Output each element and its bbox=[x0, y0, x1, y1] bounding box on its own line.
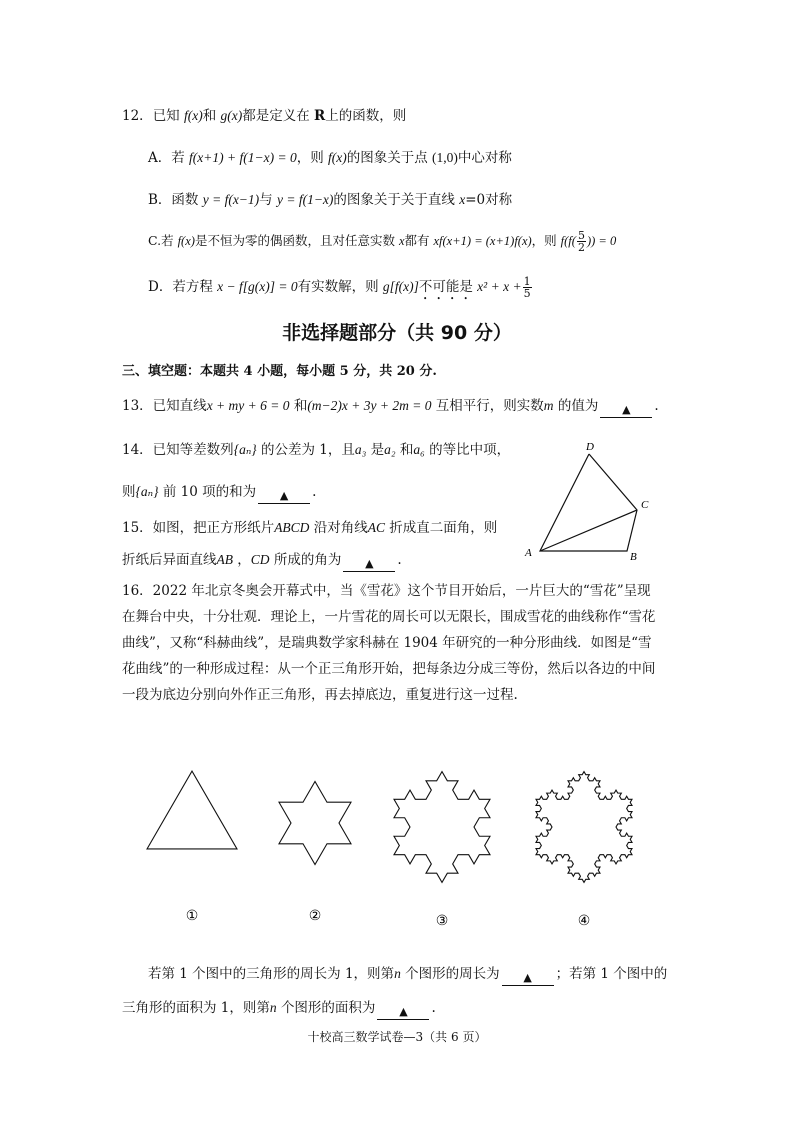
figure-label-4: ④ bbox=[577, 914, 591, 929]
figure-label-1: ① bbox=[185, 909, 199, 924]
label-a: A bbox=[525, 547, 532, 559]
fig-edges bbox=[540, 454, 637, 551]
page-footer: 十校高三数学试卷—3（共 6 页） bbox=[307, 1030, 487, 1044]
answer-blank[interactable]: ▲ bbox=[258, 487, 310, 504]
q16-line5: 一段为底边分别向外作正三角形，再去掉底边，重复进行这一过程. bbox=[122, 687, 518, 703]
q16-line4: 花曲线”的一种形成过程：从一个正三角形开始，把每条边分成三等份，然后以各边的中间 bbox=[122, 661, 656, 677]
answer-blank[interactable]: ▲ bbox=[343, 555, 395, 572]
label-c: C bbox=[641, 499, 649, 511]
q16-line2: 在舞台中央，十分壮观．理论上，一片雪花的周长可以无限长，围成雪花的曲线称作“雪花 bbox=[122, 609, 656, 625]
q12-stem: 12．已知 f(x)和 g(x)都是定义在 R上的函数，则 bbox=[122, 108, 407, 124]
q13: 13．已知直线x + my + 6 = 0 和(m−2)x + 3y + 2m = 0 互相平行，则实数m 的值为 ▲ . bbox=[122, 398, 659, 416]
q16-text bbox=[122, 578, 682, 708]
figure-label-2: ② bbox=[308, 909, 322, 924]
q15-line1: 15．如图，把正方形纸片ABCD 沿对角线AC 折成直二面角，则 bbox=[122, 520, 498, 536]
q14-line1: 14．已知等差数列{aₙ} 的公差为 1，且a₃ 是a₂ 和a₆ 的等比中项， bbox=[122, 442, 511, 458]
koch-figure-4 bbox=[536, 772, 632, 883]
section-title: 非选择题部分（共 90 分） bbox=[282, 322, 512, 344]
frac-one-fifth: $\frac{1}{5}$ bbox=[523, 275, 531, 300]
koch-figure-2 bbox=[279, 781, 351, 864]
q14-line2: 则{aₙ} 前 10 项的和为 ▲ . bbox=[122, 484, 317, 502]
answer-blank[interactable]: ▲ bbox=[377, 1003, 429, 1020]
q16-question-line1: 若第 1 个图中的三角形的周长为 1，则第n 个图形的周长为 ▲ ；若第 1 个图中的 bbox=[148, 966, 668, 984]
q12-option-c: C.若 f(x)是不恒为零的偶函数，且对任意实数 x都有 xf(x+1) = (x+1)f(x)，则 f(f( $\frac{5}{2}$ )) = 0 bbox=[148, 229, 617, 254]
koch-figure-3 bbox=[394, 772, 490, 883]
figure-label-3: ③ bbox=[435, 914, 449, 929]
q12-option-b: B．函数 y = f(x−1)与 y = f(1−x)的图象关于关于直线 x=0对称 bbox=[148, 192, 513, 208]
koch-figure-1 bbox=[147, 771, 237, 849]
q16-line3: 曲线”，又称“科赫曲线”，是瑞典数学家科赫在 1904 年研究的一种分形曲线．如图是“雪 bbox=[122, 635, 652, 651]
answer-blank[interactable]: ▲ bbox=[502, 969, 554, 986]
fig-diagonal-ac bbox=[540, 510, 637, 551]
q16-question-line2: 三角形的面积为 1，则第n 个图形的面积为 ▲ . bbox=[122, 1000, 436, 1018]
q15-line2: 折纸后异面直线AB ，CD 所成的角为 ▲ . bbox=[122, 552, 402, 570]
q12-option-a: A．若 f(x+1) + f(1−x) = 0，则 f(x)的图象关于点 (1,0)中心对称 bbox=[148, 150, 512, 166]
folded-square-figure bbox=[515, 438, 665, 568]
label-b: B bbox=[630, 551, 637, 563]
label-d: D bbox=[586, 441, 594, 453]
koch-figures bbox=[140, 765, 680, 940]
q16-line1: 16．2022 年北京冬奥会开幕式中，当《雪花》这个节目开始后，一片巨大的“雪花”呈现 bbox=[122, 583, 651, 599]
q12-option-d: D．若方程 x − f[g(x)] = 0有实数解，则 g[f(x)]不可能是 x² + x + $\frac{1}{5}$ bbox=[148, 275, 531, 300]
part-three-instructions: 三、填空题：本题共 4 小题，每小题 5 分，共 20 分. bbox=[122, 364, 437, 379]
answer-blank[interactable]: ▲ bbox=[600, 401, 652, 418]
frac-five-halves: $\frac{5}{2}$ bbox=[577, 229, 585, 254]
